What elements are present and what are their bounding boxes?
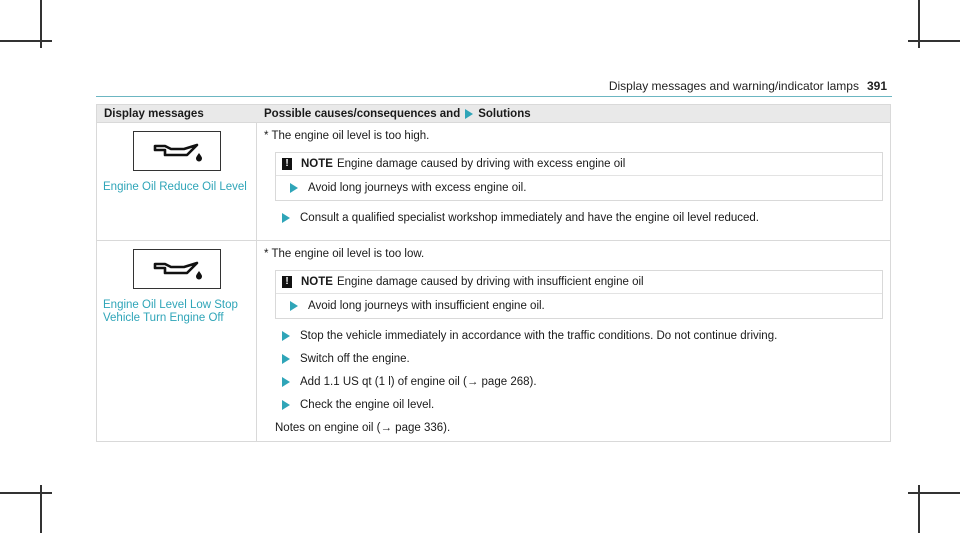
warning-icon: ! [282,276,292,288]
table-row [97,240,890,441]
solution-step: Add 1.1 US qt (1 l) of engine oil (→ page 268). [282,375,883,389]
note-step: Avoid long journeys with insufficient engine oil. [308,300,545,312]
display-message-cell [97,241,257,441]
page-number: 391 [866,79,887,93]
engine-oil-can-icon [133,249,221,289]
arrow-icon [282,331,290,341]
note-box: ! NOTE Engine damage caused by driving with excess engine oil Avoid long journeys with excess engine oil. [275,152,883,201]
note-step: Avoid long journeys with excess engine oil. [308,182,527,194]
solution-step: Switch off the engine. [282,352,883,366]
col-header-display-messages: Display messages [104,107,204,120]
footer-note: Notes on engine oil (→ page 336). [275,422,451,434]
arrow-icon [282,354,290,364]
engine-oil-can-icon [133,131,221,171]
note-text: Engine damage caused by driving with excess engine oil [336,158,626,170]
causes-cell [257,123,890,240]
header-title: Display messages and warning/indicator lamps [608,79,859,93]
arrow-icon [290,183,298,193]
arrow-icon [465,109,473,119]
arrow-icon [282,213,290,223]
note-text: Engine damage caused by driving with insufficient engine oil [336,276,644,288]
header-rule [96,96,892,97]
arrow-icon [282,377,290,387]
cause-text: * The engine oil level is too low. [264,248,425,260]
display-message-text: Engine Oil Level Low Stop Vehicle Turn Engine Off [103,299,238,324]
display-message-cell [97,123,257,240]
arrow-icon [282,400,290,410]
note-box: ! NOTE Engine damage caused by driving with insufficient engine oil Avoid long journeys with insufficient engine oil. [275,270,883,319]
cause-text: * The engine oil level is too high. [264,130,430,142]
crop-mark [908,40,960,42]
solution-step: Consult a qualified specialist workshop immediately and have the engine oil level reduced. [282,211,883,225]
crop-mark [908,492,960,494]
messages-table [96,104,891,442]
solution-step: Stop the vehicle immediately in accordance with the traffic conditions. Do not continue driving. [282,329,883,343]
solution-step: Check the engine oil level. [282,398,883,412]
arrow-icon [290,301,298,311]
crop-mark [0,492,52,494]
col-header-causes: Possible causes/consequences and Solutions [264,107,531,120]
warning-icon: ! [282,158,292,170]
table-row [97,122,890,240]
display-message-text: Engine Oil Reduce Oil Level [103,181,247,193]
table-header [97,105,890,122]
running-header [609,79,887,93]
causes-cell [257,241,890,441]
crop-mark [0,40,52,42]
